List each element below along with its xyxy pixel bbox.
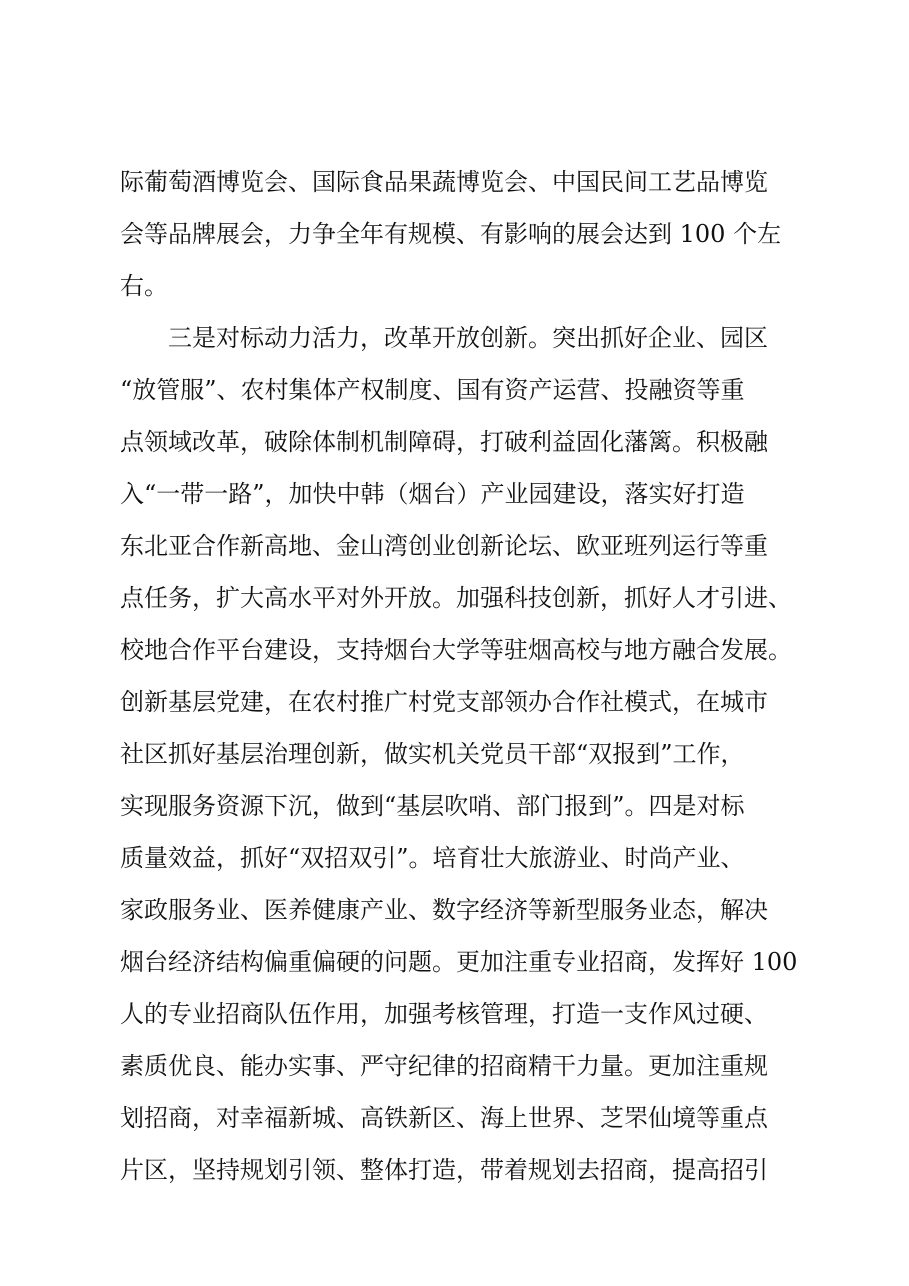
text-line: 点任务，扩大高水平对外开放。加强科技创新，抓好人才引进、 bbox=[120, 584, 792, 612]
text-line: 划招商，对幸福新城、高铁新区、海上世界、芝罘仙境等重点 bbox=[120, 1104, 768, 1132]
text-line: 人的专业招商队伍作用，加强考核管理，打造一支作风过硬、 bbox=[120, 1000, 768, 1028]
text-line: 社区抓好基层治理创新，做实机关党员干部“双报到”工作， bbox=[120, 740, 745, 768]
text-line: 片区，坚持规划引领、整体打造，带着规划去招商，提高招引 bbox=[120, 1156, 768, 1184]
text-line: 实现服务资源下沉，做到“基层吹哨、部门报到”。四是对标 bbox=[120, 792, 745, 820]
text-line: 右。 bbox=[120, 272, 168, 300]
text-line: 东北亚合作新高地、金山湾创业创新论坛、欧亚班列运行等重 bbox=[120, 532, 768, 560]
text-line: 会等品牌展会，力争全年有规模、有影响的展会达到 100 个左 bbox=[120, 220, 782, 248]
text-line: 素质优良、能办实事、严守纪律的招商精干力量。更加注重规 bbox=[120, 1052, 768, 1080]
text-line: “放管服”、农村集体产权制度、国有资产运营、投融资等重 bbox=[120, 376, 745, 404]
body-text bbox=[120, 156, 810, 1196]
text-line: 点领域改革，破除体制机制障碍，打破利益固化藩篱。积极融 bbox=[120, 428, 768, 456]
paragraph-start-line: 三是对标动力活力，改革开放创新。突出抓好企业、园区 bbox=[168, 324, 768, 352]
text-line: 家政服务业、医养健康产业、数字经济等新型服务业态，解决 bbox=[120, 896, 768, 924]
text-line: 入“一带一路”，加快中韩（烟台）产业园建设，落实好打造 bbox=[120, 480, 745, 508]
text-line: 创新基层党建，在农村推广村党支部领办合作社模式，在城市 bbox=[120, 688, 768, 716]
text-line: 质量效益，抓好“双招双引”。培育壮大旅游业、时尚产业、 bbox=[120, 844, 745, 872]
text-line: 烟台经济结构偏重偏硬的问题。更加注重专业招商，发挥好 100 bbox=[120, 948, 798, 976]
text-line: 校地合作平台建设，支持烟台大学等驻烟高校与地方融合发展。 bbox=[120, 636, 792, 664]
text-line: 际葡萄酒博览会、国际食品果蔬博览会、中国民间工艺品博览 bbox=[120, 168, 768, 196]
